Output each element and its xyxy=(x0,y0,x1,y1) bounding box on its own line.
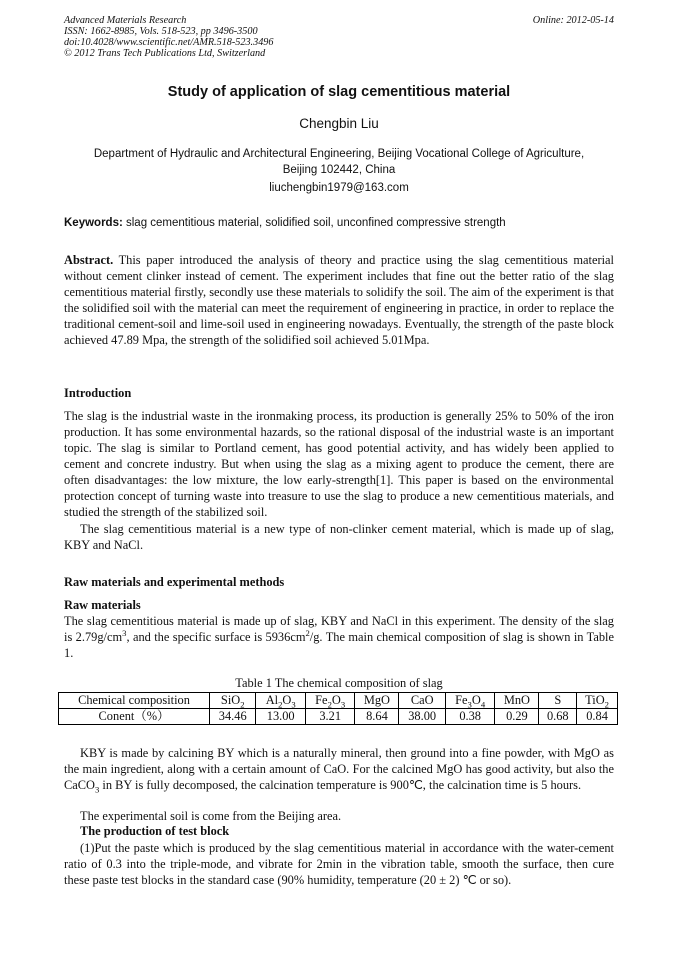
table-cell-value: 0.38 xyxy=(445,709,494,725)
table-column-header xyxy=(399,693,445,709)
raw-sup-2: 2 xyxy=(305,627,310,638)
introduction-heading: Introduction xyxy=(64,386,132,400)
table-cell-value: 8.64 xyxy=(355,709,399,725)
chemical-composition-table xyxy=(58,692,618,725)
introduction-paragraph-1: The slag is the industrial waste in the ironmaking process, its production is generally 25% to 50% of the iron production. It has some environmental hazards, so the rational disposal of the industrial waste is an important topic. The slag is similar to Portland cement, has good potential activity, and has widely been applied to cement and concrete industry. But when using the slag as a mixing agent to produce the cement, there are often disadvantages: the low mixture, the low early-strength[1]. This paper is based on the environmental protection concept of turning waste into treasure to use the slag to produce a new cementitious materials, and studied the strength of the stabilized soil. xyxy=(64,409,614,519)
production-paragraph: (1)Put the paste which is produced by the slag cementitious material in accordance with the water-cement ratio of 0.3 into the triple-mode, and vibrate for 2min in the vibration table, smooth the surface, then cure these paste test blocks in the standard case (90% humidity, temperature (20 ± 2) ℃ or so). xyxy=(64,841,614,887)
table-column-header xyxy=(355,693,399,709)
affiliation-line-1: Department of Hydraulic and Architectural Engineering, Beijing Vocational College of Agriculture, xyxy=(93,148,585,160)
formula-part: 3 xyxy=(291,699,296,710)
table-value-row xyxy=(59,709,618,725)
formula-part: O xyxy=(331,693,341,707)
formula-part: Fe xyxy=(455,693,468,707)
formula-part: Fe xyxy=(315,693,328,707)
journal-name: Advanced Materials Research xyxy=(64,15,187,26)
table-column-header xyxy=(445,693,494,709)
affiliation xyxy=(64,146,614,178)
formula-part: CaO xyxy=(410,693,434,707)
table-cell-value: 3.21 xyxy=(305,709,354,725)
raw-materials-paragraph xyxy=(64,613,614,661)
row-label: Conent（%） xyxy=(59,709,210,725)
kby-text-a: KBY is made by calcining BY which is a naturally mineral, then ground into a fine powder, with MgO as the main ingredient, along with a certain amount of CaO. For the calcined MgO has good activity, but also the CaCO xyxy=(64,746,614,792)
issn-line: ISSN: 1662-8985, Vols. 518-523, pp 3496-3500 xyxy=(64,26,258,37)
formula-part: MgO xyxy=(363,693,391,707)
formula-part: O xyxy=(471,693,481,707)
doi-line: doi:10.4028/www.scientific.net/AMR.518-523.3496 xyxy=(64,37,274,48)
raw-text-c: /g. The main chemical composition of slag is shown in Table 1. xyxy=(64,630,614,660)
paper-title: Study of application of slag cementitious material xyxy=(167,84,511,100)
raw-text-b: , and the specific surface is 5936cm xyxy=(126,630,306,644)
formula-part: Al xyxy=(265,693,279,707)
kby-text-b: in BY is fully decomposed, the calcination temperature is 900℃, the calcination time is 5 hours. xyxy=(99,778,582,792)
kby-paragraph xyxy=(64,745,614,793)
online-date: Online: 2012-05-14 xyxy=(532,15,614,26)
formula-part: O xyxy=(282,693,292,707)
table-cell-value: 0.68 xyxy=(539,709,577,725)
copyright-line: © 2012 Trans Tech Publications Ltd, Switzerland xyxy=(64,48,266,59)
affiliation-line-2: Beijing 102442, China xyxy=(282,164,396,176)
raw-text-a: The slag cementitious material is made up of slag, KBY and NaCl in this experiment. The density of the slag is 2.79g/cm xyxy=(64,614,614,644)
table-column-header xyxy=(539,693,577,709)
raw-sup-1: 3 xyxy=(122,627,127,638)
keywords-text: slag cementitious material, solidified soil, unconfined compressive strength xyxy=(122,217,506,229)
raw-materials-subheading: Raw materials xyxy=(64,598,141,612)
production-subheading: The production of test block xyxy=(80,824,230,838)
formula-part: 4 xyxy=(480,699,486,710)
table-column-header xyxy=(577,693,618,709)
formula-part: SiO xyxy=(220,693,241,707)
soil-paragraph: The experimental soil is come from the Beijing area. xyxy=(80,809,342,823)
formula-part: TiO xyxy=(585,693,605,707)
formula-part: 2 xyxy=(604,699,609,710)
author-email: liuchengbin1979@163.com xyxy=(269,182,409,194)
methods-heading: Raw materials and experimental methods xyxy=(64,575,285,589)
table-cell-value: 34.46 xyxy=(210,709,256,725)
journal-header xyxy=(64,15,614,59)
table-cell-value: 38.00 xyxy=(399,709,445,725)
table-column-header xyxy=(305,693,354,709)
abstract-text: This paper introduced the analysis of theory and practice using the slag cementitious material without cement clinker instead of cement. The experiment includes that fine out the better ratio of the slag cementitious material firstly, secondly use these materials to solidify the soil. The aim of the experiment is that the solidified soil with the material can meet the requirement of engineering in practice, in order to replace the traditional cement-soil and lime-soil used in engineering nowadays. Eventually, the strength of the paste block achieved 47.89 Mpa, the strength of the solidified soil achieved 5.01Mpa. xyxy=(64,253,614,347)
row-label: Chemical composition xyxy=(59,693,210,709)
formula-part: 3 xyxy=(340,699,346,710)
formula-part: 2 xyxy=(240,699,245,710)
abstract xyxy=(64,252,614,348)
formula-part: S xyxy=(554,693,562,707)
table-caption: Table 1 The chemical composition of slag xyxy=(235,676,443,690)
table-cell-value: 13.00 xyxy=(256,709,305,725)
author-name: Chengbin Liu xyxy=(299,116,379,131)
table-column-header xyxy=(256,693,305,709)
table-cell-value: 0.84 xyxy=(577,709,618,725)
table-column-header xyxy=(495,693,539,709)
introduction-paragraph-2: The slag cementitious material is a new type of non-clinker cement material, which is made up of slag, KBY and NaCl. xyxy=(64,522,614,552)
keywords-label: Keywords: xyxy=(64,217,123,229)
abstract-label: Abstract. xyxy=(64,253,114,267)
formula-part: MnO xyxy=(503,693,530,707)
table-cell-value: 0.29 xyxy=(495,709,539,725)
keywords xyxy=(64,217,614,229)
formula-part: 3 xyxy=(467,699,472,710)
table-column-header xyxy=(210,693,256,709)
formula-part: 2 xyxy=(327,699,332,710)
kby-sub: 3 xyxy=(94,784,100,795)
formula-part: 2 xyxy=(278,699,283,710)
table-header-row xyxy=(59,693,618,709)
